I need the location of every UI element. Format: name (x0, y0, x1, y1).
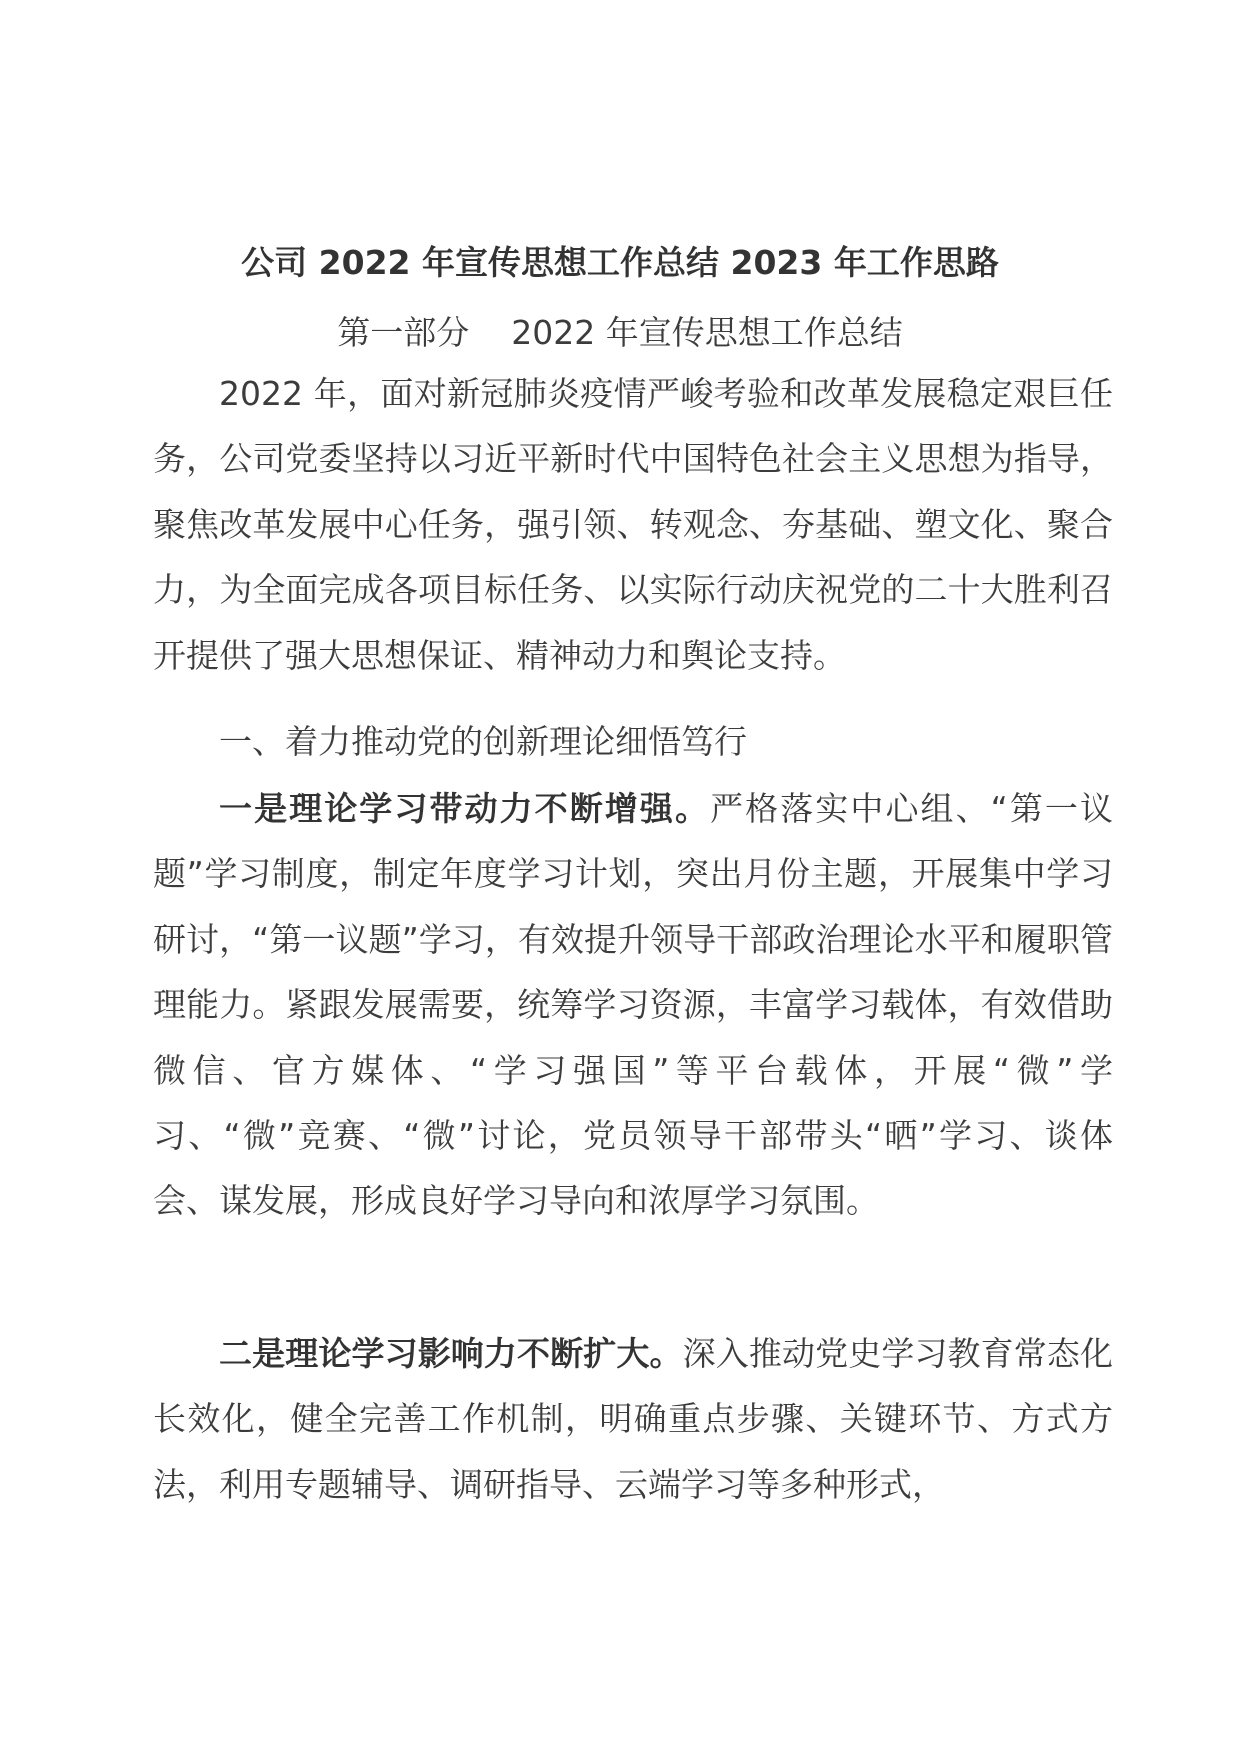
item1-text: 严格落实中心组、“第一议题”学习制度，制定年度学习计划，突出月份主题，开展集中学习研讨，“第一议题”学习，有效提升领导干部政治理论水平和履职管理能力。紧跟发展需要，统筹学习资源，丰富学习载体，有效借助微信、官方媒体、“学习强国”等平台载体，开展“微”学习、“微”竞赛、“微”讨论，党员领导干部带头“晒”学习、谈体会、谋发展，形成良好学习导向和浓厚学习氛围。 (153, 789, 1113, 1221)
intro-block (153, 361, 1113, 688)
item2-lead: 二是理论学习影响力不断扩大。 (219, 1334, 683, 1373)
item2-text: 深入推动党史学习教育常态化长效化，健全完善工作机制，明确重点步骤、关键环节、方式方法，利用专题辅导、调研指导、云端学习等多种形式， (153, 1334, 1114, 1504)
item1-lead: 一是理论学习带动力不断增强。 (219, 789, 711, 828)
intro-paragraph: 2022 年，面对新冠肺炎疫情严峻考验和改革发展稳定艰巨任务，公司党委坚持以习近平新时代中国特色社会主义思想为指导，聚焦改革发展中心任务，强引领、转观念、夯基础、塑文化、聚合力，为全面完成各项目标任务、以实际行动庆祝党的二十大胜利召开提供了强大思想保证、精神动力和舆论支持。 (153, 374, 1113, 675)
item1-paragraph (153, 776, 1113, 1234)
item2-paragraph (153, 1321, 1113, 1517)
document-title: 公司 2022 年宣传思想工作总结 2023 年工作思路 (241, 243, 999, 282)
item2-block (153, 1321, 1113, 1517)
item1-block (153, 776, 1113, 1234)
document-subtitle: 第一部分 2022 年宣传思想工作总结 (337, 313, 903, 352)
section-heading-block (153, 709, 1113, 774)
section-heading: 一、着力推动党的创新理论细悟笃行 (219, 722, 747, 761)
